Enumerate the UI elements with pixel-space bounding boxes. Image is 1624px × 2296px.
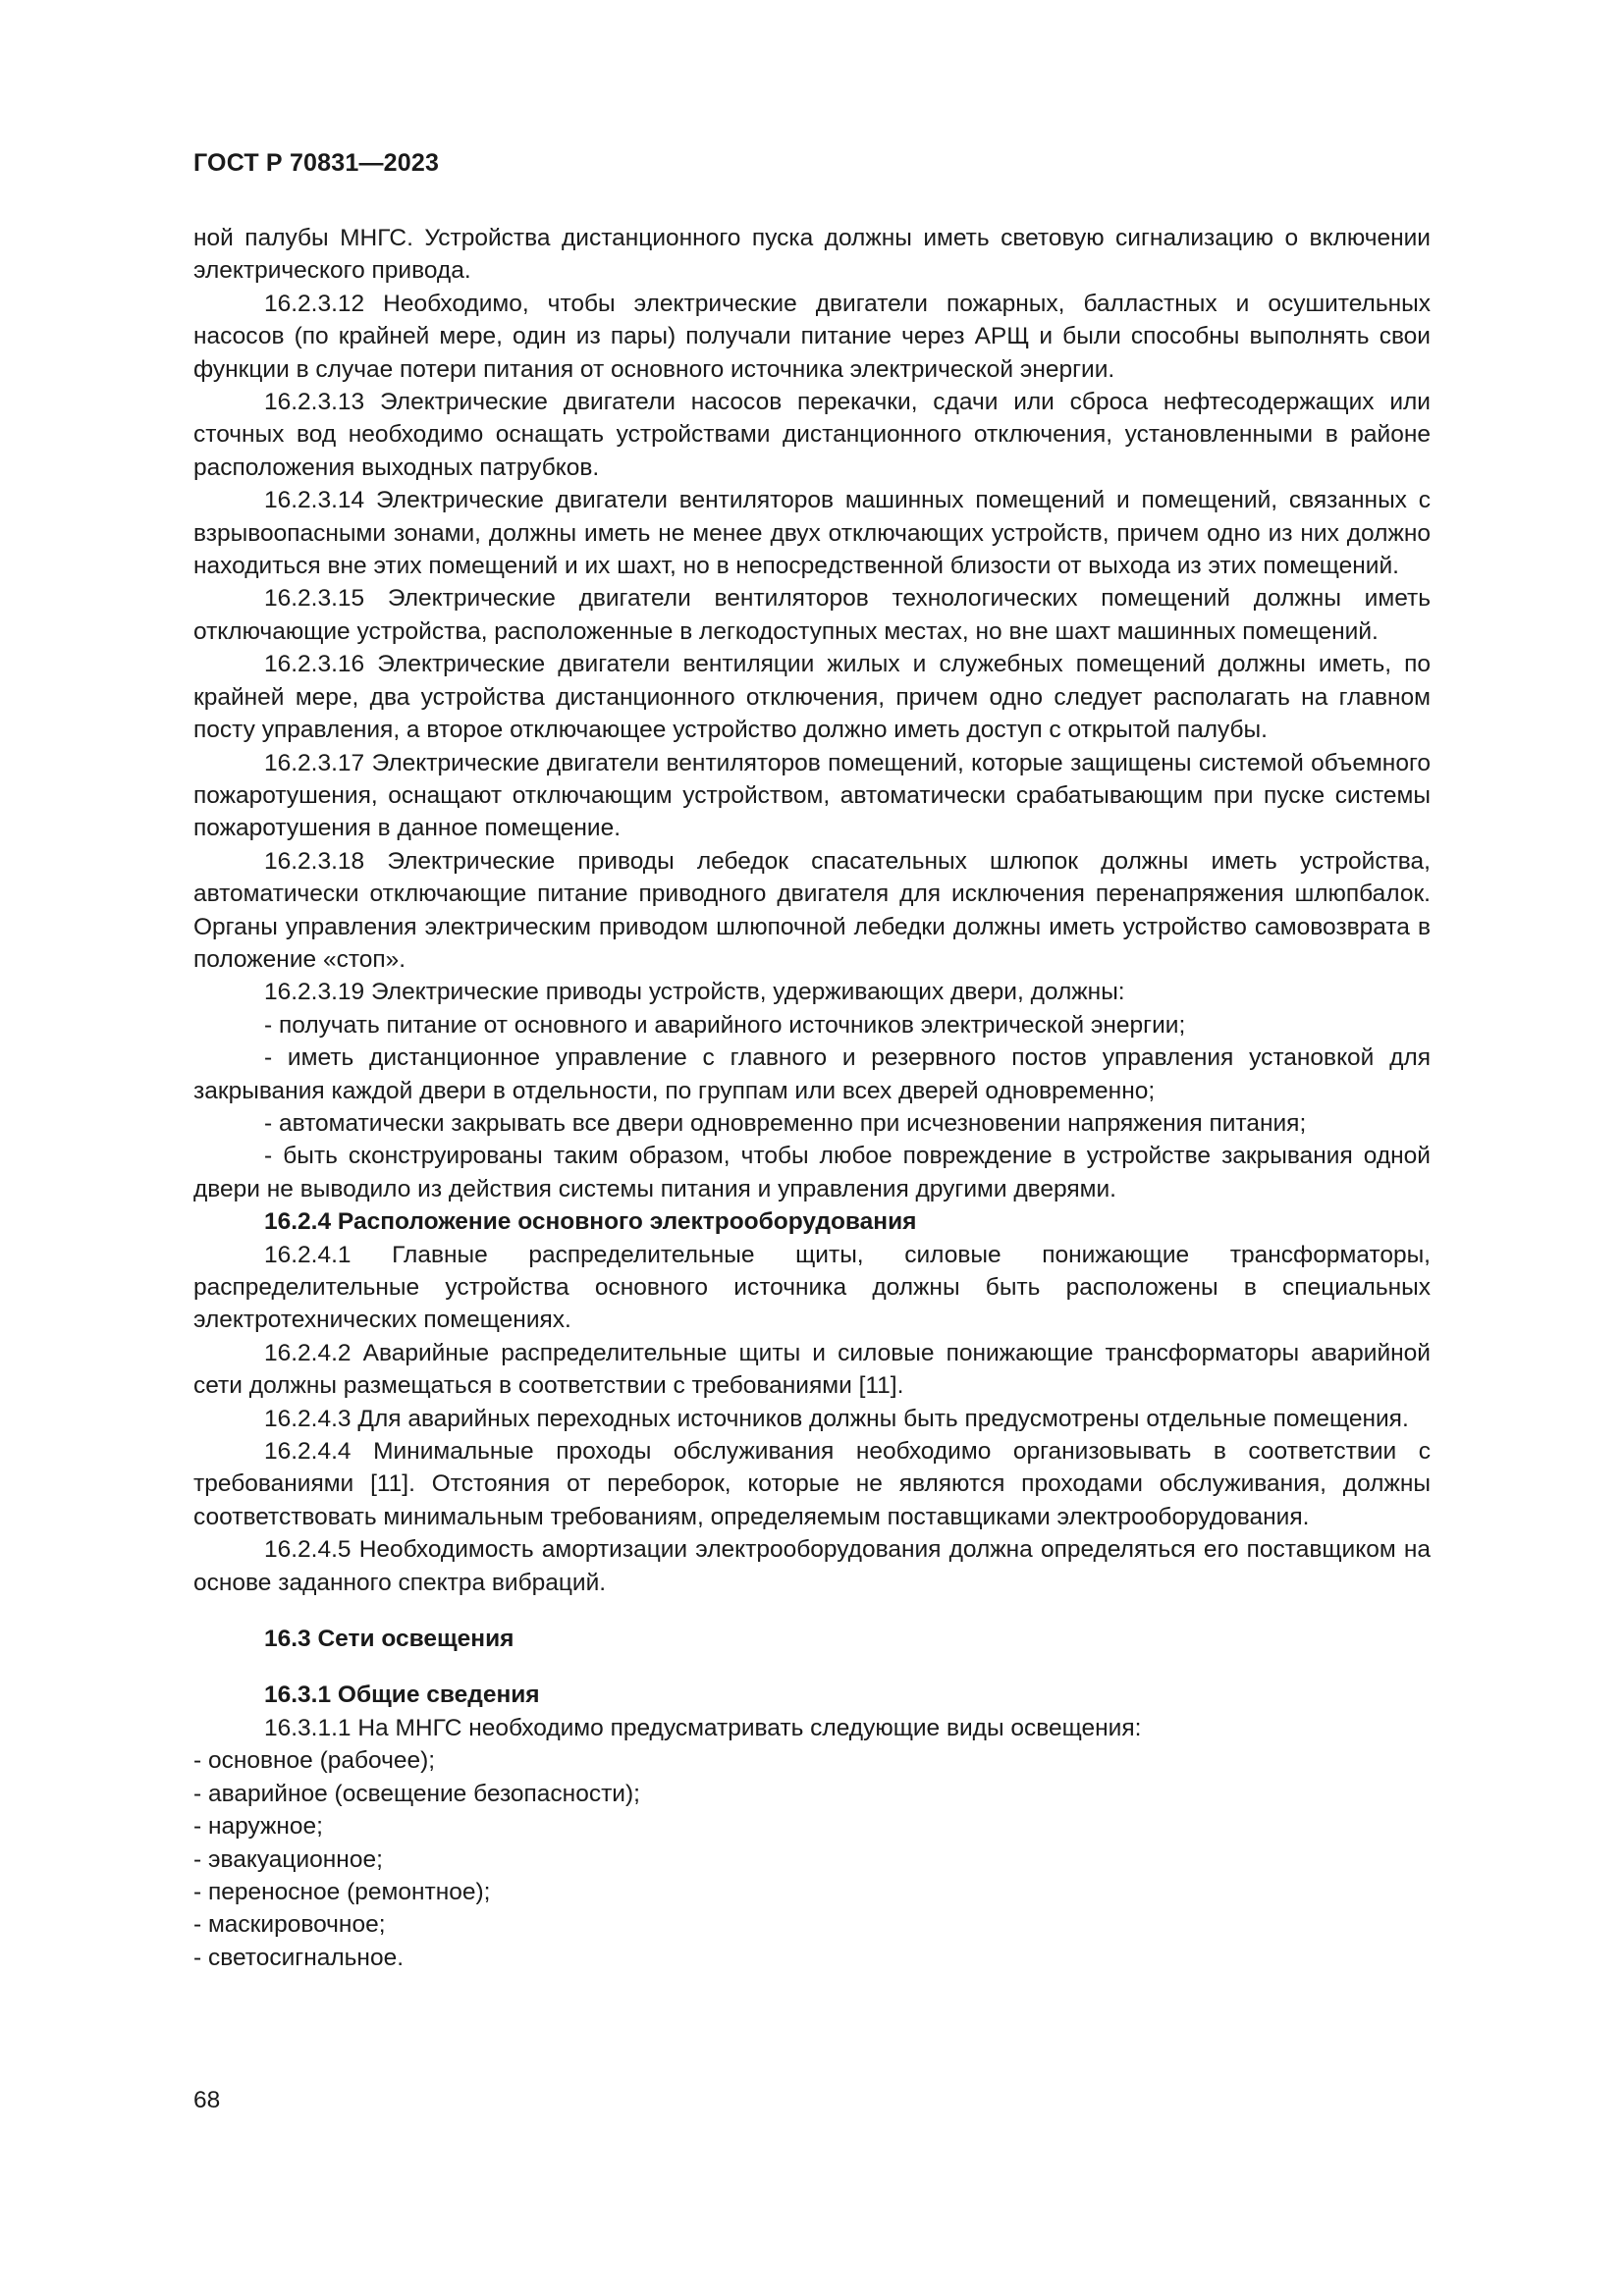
clause-16-2-4-4: 16.2.4.4 Минимальные проходы обслуживания необходимо организовывать в соответствии с требованиями [11]. Отстояния от переборок, которые не являются проходами обслуживания, должны соответствовать минимальным требованиям, определяемым поставщиками электрооборудования.: [193, 1438, 1431, 1530]
clause-16-2-3-17: 16.2.3.17 Электрические двигатели вентиляторов помещений, которые защищены системой объемного пожаротушения, оснащают отключающим устройством, автоматически срабатывающим при пуске системы пожаротушения в данное помещение.: [193, 749, 1431, 842]
clause-16-2-3-12: 16.2.3.12 Необходимо, чтобы электрические двигатели пожарных, балластных и осушительных насосов (по крайней мере, один из пары) получали питание через АРЩ и были способны выполнять свои функции в случае потери питания от основного источника электрической энергии.: [193, 290, 1431, 383]
door-requirement-item: - иметь дистанционное управление с главного и резервного постов управления установкой для закрывания каждой двери в отдельности, по группам или всех дверей одновременно;: [193, 1044, 1431, 1104]
paragraph-continuation: ной палубы МНГС. Устройства дистанционного пуска должны иметь световую сигнализацию о включении электрического привода.: [193, 225, 1431, 285]
list-item: - переносное (ремонтное);: [193, 1878, 491, 1905]
clause-16-2-4-1: 16.2.4.1 Главные распределительные щиты, силовые понижающие трансформаторы, распределительные устройства основного источника должны быть расположены в специальных электротехнических помещениях.: [193, 1241, 1431, 1334]
clause-16-2-3-19: 16.2.3.19 Электрические приводы устройств, удерживающих двери, должны:: [264, 979, 1125, 1006]
clause-16-2-4-3: 16.2.4.3 Для аварийных переходных источников должны быть предусмотрены отдельные помещения.: [264, 1405, 1409, 1432]
section-heading-16-3: 16.3 Сети освещения: [264, 1626, 514, 1653]
document-body: [193, 222, 1431, 1974]
door-requirement-item: - получать питание от основного и аварийного источников электрической энергии;: [264, 1011, 1186, 1039]
list-item: - эвакуационное;: [193, 1845, 383, 1873]
clause-16-2-4-5: 16.2.4.5 Необходимость амортизации электрооборудования должна определяться его поставщиком на основе заданного спектра вибраций.: [193, 1536, 1431, 1596]
list-item: - основное (рабочее);: [193, 1747, 436, 1775]
page-number: 68: [193, 2087, 221, 2113]
clause-16-2-3-18: 16.2.3.18 Электрические приводы лебедок спасательных шлюпок должны иметь устройства, автоматически отключающие питание приводного двигателя для исключения перенапряжения шлюпбалок. Органы управления электрическим приводом шлюпочной лебедки должны иметь устройство самовозврата в положение «стоп».: [193, 847, 1431, 973]
document-header-code: ГОСТ Р 70831—2023: [193, 149, 440, 177]
door-requirement-item: - автоматически закрывать все двери одновременно при исчезновении напряжения питания;: [264, 1109, 1307, 1137]
clause-16-2-3-15: 16.2.3.15 Электрические двигатели вентиляторов технологических помещений должны иметь отключающие устройства, расположенные в легкодоступных местах, но вне шахт машинных помещений.: [193, 585, 1431, 645]
door-requirement-item: - быть сконструированы таким образом, чтобы любое повреждение в устройстве закрывания одной двери не выводило из действия системы питания и управления другими дверями.: [193, 1143, 1431, 1202]
clause-16-2-3-16: 16.2.3.16 Электрические двигатели вентиляции жилых и служебных помещений должны иметь, по крайней мере, два устройства дистанционного отключения, причем одно следует располагать на главном посту управления, а второе отключающее устройство должно иметь доступ с открытой палубы.: [193, 651, 1431, 744]
list-item: - наружное;: [193, 1813, 323, 1841]
clause-16-2-4-2: 16.2.4.2 Аварийные распределительные щиты и силовые понижающие трансформаторы аварийной сети должны размещаться в соответствии с требованиями [11].: [193, 1339, 1431, 1400]
list-item: - светосигнальное.: [193, 1944, 405, 1971]
list-item: - маскировочное;: [193, 1911, 386, 1939]
list-item: - аварийное (освещение безопасности);: [193, 1780, 640, 1807]
clause-16-2-3-13: 16.2.3.13 Электрические двигатели насосов перекачки, сдачи или сброса нефтесодержащих или сточных вод необходимо оснащать устройствами дистанционного отключения, установленными в районе расположения выходных патрубков.: [193, 389, 1431, 481]
clause-16-3-1-1: 16.3.1.1 На МНГС необходимо предусматривать следующие виды освещения:: [264, 1714, 1142, 1741]
clause-16-2-3-14: 16.2.3.14 Электрические двигатели вентиляторов машинных помещений и помещений, связанных с взрывоопасными зонами, должны иметь не менее двух отключающих устройств, причем одно из них должно находиться вне этих помещений и их шахт, но в непосредственной близости от выхода из этих помещений.: [193, 487, 1431, 580]
section-heading-16-2-4: 16.2.4 Расположение основного электрооборудования: [264, 1208, 917, 1236]
section-heading-16-3-1: 16.3.1 Общие сведения: [264, 1682, 540, 1709]
lighting-types-list: [193, 1744, 1431, 1974]
